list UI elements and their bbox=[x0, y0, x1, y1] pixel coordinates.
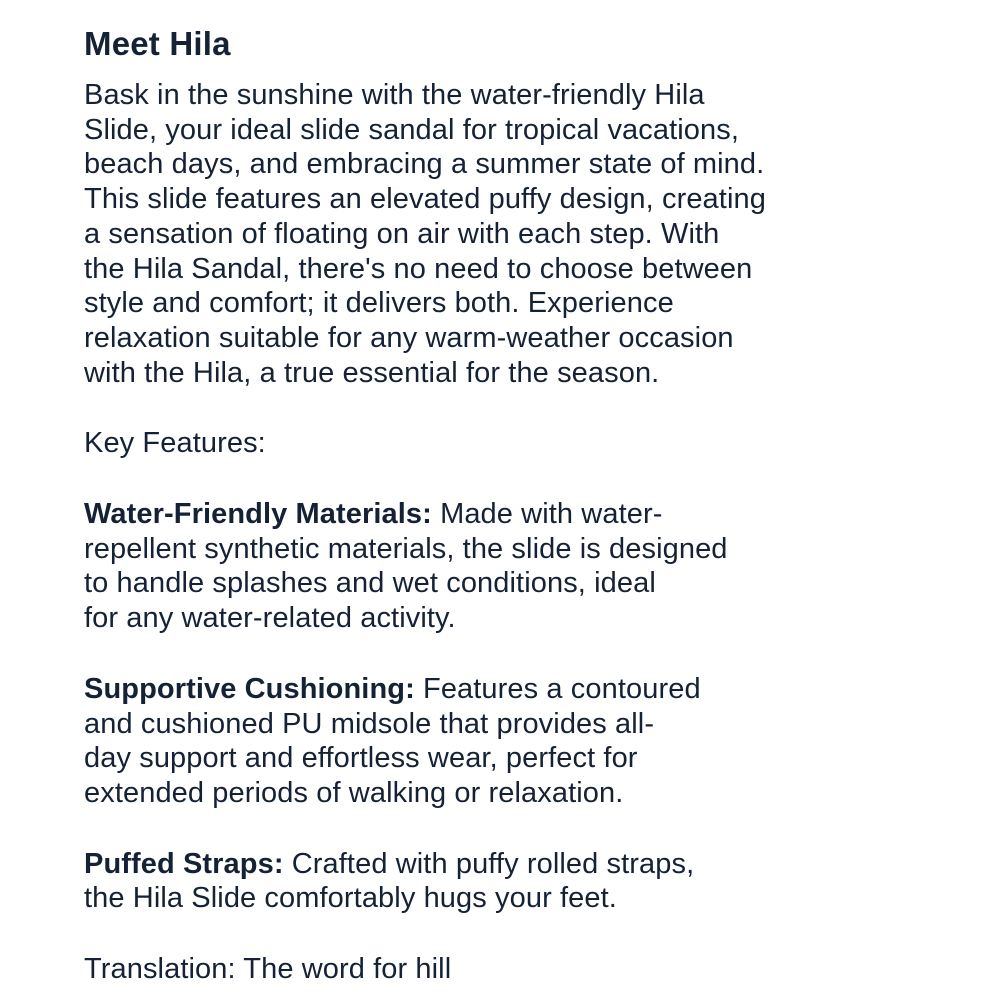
feature-heading: Puffed Straps: bbox=[84, 847, 284, 880]
intro-line: with the Hila, a true essential for the season. bbox=[84, 356, 660, 389]
description-content bbox=[84, 22, 964, 987]
feature-text: Features a contoured bbox=[414, 672, 701, 705]
feature-first-line bbox=[84, 672, 964, 707]
feature-heading: Supportive Cushioning: bbox=[84, 672, 415, 705]
intro-line: style and comfort; it delivers both. Experience bbox=[84, 287, 674, 320]
intro-paragraph bbox=[84, 78, 964, 390]
intro-line: the Hila Sandal, there's no need to choose between bbox=[84, 252, 753, 285]
feature-line: to handle splashes and wet conditions, ideal bbox=[84, 567, 656, 600]
intro-line: beach days, and embracing a summer state of mind. bbox=[84, 148, 765, 181]
feature-heading: Water-Friendly Materials: bbox=[84, 498, 432, 531]
intro-line: a sensation of floating on air with each step. With bbox=[84, 217, 720, 250]
intro-line: relaxation suitable for any warm-weather occasion bbox=[84, 321, 734, 354]
feature-first-line bbox=[84, 847, 964, 882]
intro-line: Bask in the sunshine with the water-friendly Hila bbox=[84, 79, 705, 111]
feature-line: the Hila Slide comfortably hugs your feet. bbox=[84, 882, 617, 915]
page-title: Meet Hila bbox=[84, 25, 231, 62]
feature-first-line bbox=[84, 497, 964, 532]
feature-line: extended periods of walking or relaxation. bbox=[84, 776, 624, 809]
feature-line: and cushioned PU midsole that provides all- bbox=[84, 707, 655, 740]
intro-line: Slide, your ideal slide sandal for tropical vacations, bbox=[84, 113, 740, 146]
feature-line: for any water-related activity. bbox=[84, 602, 456, 635]
feature-line: day support and effortless wear, perfect for bbox=[84, 742, 638, 775]
key-features-heading: Key Features: bbox=[84, 427, 266, 460]
feature-puffed-straps bbox=[84, 847, 964, 916]
translation-note: Translation: The word for hill bbox=[84, 953, 452, 986]
feature-text: Made with water- bbox=[431, 498, 663, 531]
feature-text: Crafted with puffy rolled straps, bbox=[283, 847, 695, 880]
feature-water-friendly bbox=[84, 497, 964, 636]
intro-line: This slide features an elevated puffy design, creating bbox=[84, 183, 766, 216]
feature-line: repellent synthetic materials, the slide is designed bbox=[84, 532, 728, 565]
feature-supportive-cushioning bbox=[84, 672, 964, 811]
